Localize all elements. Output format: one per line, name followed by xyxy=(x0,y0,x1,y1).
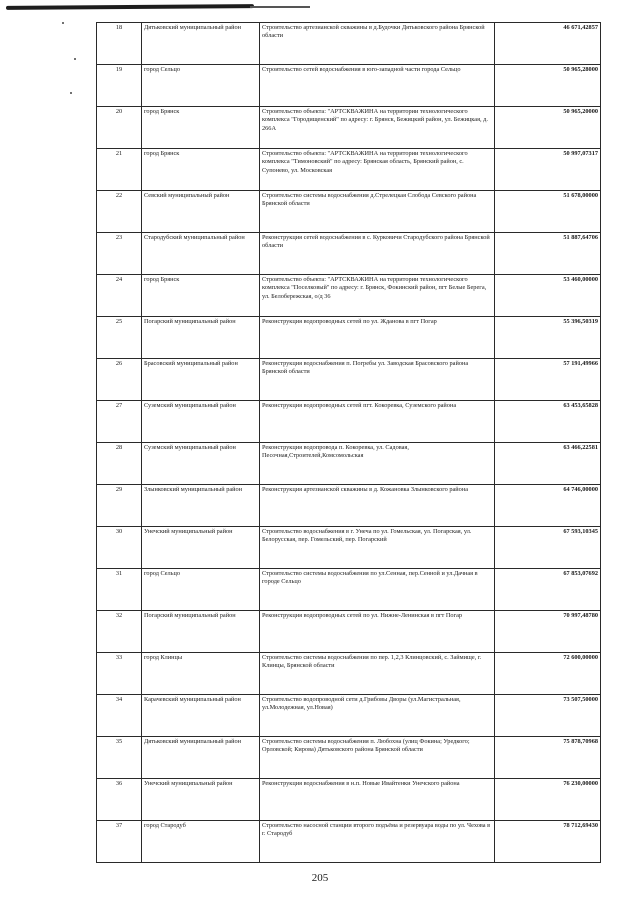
district-cell: Брасовский муниципальный район xyxy=(142,359,260,401)
amount-cell: 75 878,70968 xyxy=(495,737,601,779)
amount-cell: 50 997,07317 xyxy=(495,149,601,191)
table-row xyxy=(97,569,601,611)
row-number-cell: 28 xyxy=(97,443,142,485)
table-row xyxy=(97,317,601,359)
table-row xyxy=(97,65,601,107)
amount-cell: 67 593,10345 xyxy=(495,527,601,569)
district-cell: Суземский муниципальный район xyxy=(142,401,260,443)
amount-cell: 78 712,69430 xyxy=(495,821,601,863)
row-number-cell: 22 xyxy=(97,191,142,233)
object-description-cell: Реконструкция водоснабжения п. Погребы ул. Заводская Брасовского района Брянской области xyxy=(260,359,495,401)
table-row xyxy=(97,653,601,695)
page-number: 205 xyxy=(311,872,329,884)
amount-cell: 76 230,00000 xyxy=(495,779,601,821)
object-description-cell: Строительство артезианской скважины в д.Будочки Дятьковского района Брянской области xyxy=(260,23,495,65)
project-table xyxy=(96,22,601,863)
table-row xyxy=(97,779,601,821)
table-row xyxy=(97,107,601,149)
object-description-cell: Строительство системы водоснабжения по пер. 1,2,3 Клинцовский, с. Займище, г. Клинцы, Брянской области xyxy=(260,653,495,695)
row-number-cell: 26 xyxy=(97,359,142,401)
table-row xyxy=(97,821,601,863)
object-description-cell: Строительство объекта: "АРТСКВАЖИНА на территории технологического комплекса "Городищенский" по адресу: г. Брянск, Бежицкий район, ул. Бежицкая, д. 266А xyxy=(260,107,495,149)
object-description-cell: Реконструкция водопроводных сетей по ул. Нижне-Ленинская в пгт Погар xyxy=(260,611,495,653)
amount-cell: 57 191,49966 xyxy=(495,359,601,401)
district-cell: город Брянск xyxy=(142,107,260,149)
table-row xyxy=(97,611,601,653)
district-cell: Погарский муниципальный район xyxy=(142,611,260,653)
district-cell: город Брянск xyxy=(142,149,260,191)
table-row xyxy=(97,233,601,275)
table-row xyxy=(97,191,601,233)
object-description-cell: Строительство водоснабжения в г. Унеча по ул. Гомельская, ул. Погарская, ул. Белорусская, пер. Гомельский, пер. Погарский xyxy=(260,527,495,569)
object-description-cell: Строительство водопроводной сети д.Грибовы Дворы (ул.Магистральная, ул.Молодежная, ул.Новая) xyxy=(260,695,495,737)
object-description-cell: Строительство сетей водоснабжения в юго-западной части города Сельцо xyxy=(260,65,495,107)
row-number-cell: 36 xyxy=(97,779,142,821)
object-description-cell: Реконструкция артезианской скважины в д. Кожановка Злынковского района xyxy=(260,485,495,527)
row-number-cell: 29 xyxy=(97,485,142,527)
row-number-cell: 30 xyxy=(97,527,142,569)
object-description-cell: Реконструкция водопроводных сетей по ул. Жданова в пгт Погар xyxy=(260,317,495,359)
table-row xyxy=(97,695,601,737)
district-cell: Дятьковский муниципальный район xyxy=(142,23,260,65)
district-cell: Унечский муниципальный район xyxy=(142,527,260,569)
amount-cell: 46 671,42857 xyxy=(495,23,601,65)
object-description-cell: Строительство насосной станции второго подъёма и резервуара воды по ул. Чехова в г. Стародуб xyxy=(260,821,495,863)
district-cell: город Клинцы xyxy=(142,653,260,695)
district-cell: Карачевский муниципальный район xyxy=(142,695,260,737)
scan-speck xyxy=(70,92,72,94)
row-number-cell: 31 xyxy=(97,569,142,611)
row-number-cell: 27 xyxy=(97,401,142,443)
row-number-cell: 32 xyxy=(97,611,142,653)
table-row xyxy=(97,275,601,317)
table-row xyxy=(97,527,601,569)
scan-speck xyxy=(62,22,64,24)
amount-cell: 63 466,22581 xyxy=(495,443,601,485)
object-description-cell: Строительство системы водоснабжения д.Стрелецкая Слобода Севского района Брянской области xyxy=(260,191,495,233)
district-cell: город Сельцо xyxy=(142,65,260,107)
amount-cell: 67 853,07692 xyxy=(495,569,601,611)
project-table-body xyxy=(97,23,601,863)
table-row xyxy=(97,443,601,485)
amount-cell: 73 507,50000 xyxy=(495,695,601,737)
district-cell: Погарский муниципальный район xyxy=(142,317,260,359)
object-description-cell: Строительство объекта: "АРТСКВАЖИНА на территории технологического комплекса "Поселковый" по адресу: г. Брянск, Фокинский район, пгт Белые Берега, ул. Белобережская, о/д 36 xyxy=(260,275,495,317)
object-description-cell: Реконструкция водопроводных сетей пгт. Кокоревка, Суземского района xyxy=(260,401,495,443)
amount-cell: 53 460,00000 xyxy=(495,275,601,317)
district-cell: Севский муниципальный район xyxy=(142,191,260,233)
object-description-cell: Строительство системы водоснабжения по ул.Сенная, пер.Сенной и ул.Дачная в городе Сельцо xyxy=(260,569,495,611)
object-description-cell: Реконструкция водоснабжения в н.п. Новые Ивайтенки Унечского района xyxy=(260,779,495,821)
row-number-cell: 23 xyxy=(97,233,142,275)
row-number-cell: 37 xyxy=(97,821,142,863)
object-description-cell: Строительство объекта: "АРТСКВАЖИНА на территории технологического комплекса "Тимоновский" по адресу: Брянская область, Брянский район, с. Супонево, ул. Московская xyxy=(260,149,495,191)
amount-cell: 50 965,20000 xyxy=(495,107,601,149)
district-cell: город Сельцо xyxy=(142,569,260,611)
row-number-cell: 19 xyxy=(97,65,142,107)
row-number-cell: 33 xyxy=(97,653,142,695)
district-cell: город Брянск xyxy=(142,275,260,317)
row-number-cell: 20 xyxy=(97,107,142,149)
district-cell: Унечский муниципальный район xyxy=(142,779,260,821)
table-row xyxy=(97,359,601,401)
table-row xyxy=(97,401,601,443)
amount-cell: 63 453,65828 xyxy=(495,401,601,443)
object-description-cell: Реконструкция сетей водоснабжения в с. Курковичи Стародубского района Брянской области xyxy=(260,233,495,275)
amount-cell: 72 600,00000 xyxy=(495,653,601,695)
row-number-cell: 18 xyxy=(97,23,142,65)
row-number-cell: 21 xyxy=(97,149,142,191)
row-number-cell: 34 xyxy=(97,695,142,737)
row-number-cell: 24 xyxy=(97,275,142,317)
table-row xyxy=(97,485,601,527)
table-row xyxy=(97,149,601,191)
object-description-cell: Строительство системы водоснабжения п. Любохна (улиц Фокина; Уредкого; Орловской; Кирова) Дятьковского района Брянской области xyxy=(260,737,495,779)
amount-cell: 70 997,48780 xyxy=(495,611,601,653)
amount-cell: 51 678,00000 xyxy=(495,191,601,233)
district-cell: Суземский муниципальный район xyxy=(142,443,260,485)
table-row xyxy=(97,23,601,65)
district-cell: Злынковский муниципальный район xyxy=(142,485,260,527)
amount-cell: 50 965,28000 xyxy=(495,65,601,107)
scan-artifact-line xyxy=(6,4,254,10)
amount-cell: 55 396,50319 xyxy=(495,317,601,359)
row-number-cell: 35 xyxy=(97,737,142,779)
scan-artifact-line xyxy=(250,6,310,8)
object-description-cell: Реконструкция водопровода п. Кокоревка, ул. Садовая, Песочная,Строителей,Комсомольская xyxy=(260,443,495,485)
row-number-cell: 25 xyxy=(97,317,142,359)
amount-cell: 51 887,64706 xyxy=(495,233,601,275)
scan-speck xyxy=(74,58,76,60)
district-cell: Стародубский муниципальный район xyxy=(142,233,260,275)
district-cell: город Стародуб xyxy=(142,821,260,863)
amount-cell: 64 746,00000 xyxy=(495,485,601,527)
district-cell: Дятьковский муниципальный район xyxy=(142,737,260,779)
table-row xyxy=(97,737,601,779)
